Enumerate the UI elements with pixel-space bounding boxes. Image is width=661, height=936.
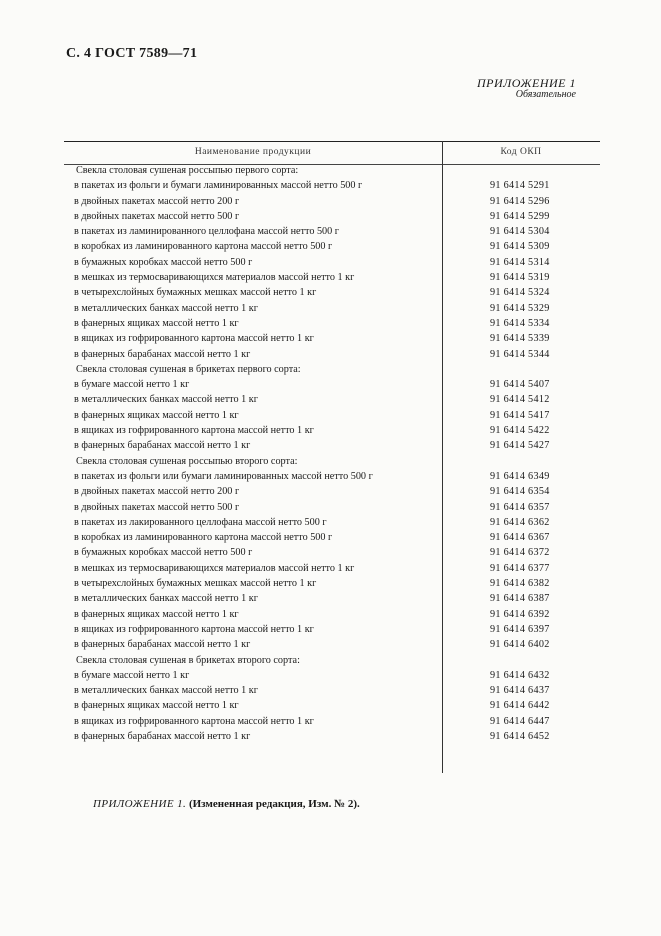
row-code: 91 6414 6442 [490,700,550,712]
row-code: 91 6414 5304 [490,226,550,238]
row-code: 91 6414 6357 [490,501,550,513]
row-code: 91 6414 5334 [490,317,550,329]
row-code: 91 6414 6452 [490,730,550,742]
table-row [64,303,600,318]
table-row [64,685,600,700]
row-code: 91 6414 6354 [490,486,550,498]
table-row [64,502,600,517]
table-row [64,440,600,455]
row-name: в фанерных ящиках массой нетто 1 кг [74,608,239,620]
table-row [64,593,600,608]
table-row [64,211,600,226]
row-name: в бумажных коробках массой нетто 500 г [74,547,253,559]
row-name: в пакетах из лакированного целлофана массой нетто 500 г [74,516,327,528]
row-name: в фанерных барабанах массой нетто 1 кг [74,440,251,452]
row-name: в ящиках из гофрированного картона массой нетто 1 кг [74,425,314,437]
row-name: в металлических банках массой нетто 1 кг [74,685,258,697]
column-header-code: Код ОКП [500,147,542,157]
row-name: в бумаге массой нетто 1 кг [74,669,190,681]
table-row [64,379,600,394]
footnote [93,798,360,810]
row-code: 91 6414 5329 [490,302,550,314]
table-row [64,731,600,746]
table-row [64,287,600,302]
row-name: в фанерных ящиках массой нетто 1 кг [74,317,239,329]
row-name: в фанерных барабанах массой нетто 1 кг [74,639,251,651]
row-name: в металлических банках массой нетто 1 кг [74,302,258,314]
table-section-row [64,456,600,471]
table-row [64,196,600,211]
row-code: 91 6414 6367 [490,532,550,544]
row-code: 91 6414 6362 [490,516,550,528]
row-name: в двойных пакетах массой нетто 200 г [74,195,240,207]
row-code: 91 6414 5339 [490,333,550,345]
table-row [64,639,600,654]
row-code: 91 6414 5314 [490,256,550,268]
table-header [64,141,600,165]
table-row [64,318,600,333]
table-row [64,532,600,547]
appendix-title: ПРИЛОЖЕНИЕ 1 [477,76,576,90]
row-name: в ящиках из гофрированного картона массой нетто 1 кг [74,715,314,727]
appendix-status: Обязательное [515,89,576,100]
row-name: в ящиках из гофрированного картона массой нетто 1 кг [74,333,314,345]
table-row [64,180,600,195]
row-name: Свекла столовая сушеная в брикетах первого сорта: [76,363,301,375]
table-row [64,700,600,715]
table-row [64,241,600,256]
table-section-row [64,165,600,180]
column-header-name: Наименование продукции [194,147,312,157]
table-row [64,609,600,624]
row-code: 91 6414 5422 [490,425,550,437]
page-header: С. 4 ГОСТ 7589—71 [66,46,198,61]
row-code: 91 6414 5427 [490,440,550,452]
row-code: 91 6414 6437 [490,685,550,697]
row-name: в бумажных коробках массой нетто 500 г [74,256,253,268]
table-row [64,670,600,685]
row-code: 91 6414 5296 [490,195,550,207]
row-code: 91 6414 6349 [490,470,550,482]
row-name: Свекла столовая сушеная россыпью первого сорта: [76,165,299,176]
row-code: 91 6414 5407 [490,379,550,391]
row-code: 91 6414 5412 [490,394,550,406]
row-name: в двойных пакетах массой нетто 500 г [74,210,240,222]
table-row [64,272,600,287]
table-row [64,425,600,440]
row-name: в четырехслойных бумажных мешках массой нетто 1 кг [74,578,317,590]
row-name: в мешках из термосваривающихся материалов массой нетто 1 кг [74,272,355,284]
table-section-row [64,364,600,379]
table-row [64,226,600,241]
row-code: 91 6414 6402 [490,639,550,651]
row-code: 91 6414 5417 [490,409,550,421]
table-row [64,333,600,348]
row-name: в фанерных ящиках массой нетто 1 кг [74,409,239,421]
row-name: в коробках из ламинированного картона массой нетто 500 г [74,532,333,544]
row-code: 91 6414 6387 [490,593,550,605]
row-code: 91 6414 5344 [490,348,550,360]
row-code: 91 6414 5324 [490,287,550,299]
row-name: в коробках из ламинированного картона массой нетто 500 г [74,241,333,253]
table-row [64,349,600,364]
table-row [64,716,600,731]
row-name: в пакетах из фольги и бумаги ламинированных массой нетто 500 г [74,180,363,192]
row-name: в фанерных барабанах массой нетто 1 кг [74,730,251,742]
row-code: 91 6414 5299 [490,210,550,222]
table-row [64,486,600,501]
row-name: Свекла столовая сушеная в брикетах второго сорта: [76,654,300,666]
row-name: в двойных пакетах массой нетто 200 г [74,486,240,498]
row-code: 91 6414 5291 [490,180,550,192]
row-name: в металлических банках массой нетто 1 кг [74,593,258,605]
row-code: 91 6414 6377 [490,562,550,574]
row-name: в мешках из термосваривающихся материалов массой нетто 1 кг [74,562,355,574]
row-name: в двойных пакетах массой нетто 500 г [74,501,240,513]
row-code: 91 6414 6397 [490,623,550,635]
row-name: в металлических банках массой нетто 1 кг [74,394,258,406]
row-name: Свекла столовая сушеная россыпью второго сорта: [76,455,298,467]
table-row [64,257,600,272]
table-row [64,410,600,425]
row-code: 91 6414 5319 [490,272,550,284]
row-name: в ящиках из гофрированного картона массой нетто 1 кг [74,623,314,635]
row-name: в бумаге массой нетто 1 кг [74,379,190,391]
footnote-text: (Измененная редакция, Изм. № 2). [188,798,360,810]
table-row [64,394,600,409]
product-code-table [64,141,600,165]
table-row [64,624,600,639]
table-row [64,471,600,486]
footnote-ref: ПРИЛОЖЕНИЕ 1. [93,798,187,810]
row-code: 91 6414 6447 [490,715,550,727]
row-name: в фанерных ящиках массой нетто 1 кг [74,700,239,712]
table-body [64,165,600,746]
row-name: в пакетах из фольги или бумаги ламинированных массой нетто 500 г [74,470,373,482]
table-row [64,517,600,532]
row-code: 91 6414 6432 [490,669,550,681]
table-row [64,578,600,593]
row-name: в фанерных барабанах массой нетто 1 кг [74,348,251,360]
table-row [64,563,600,578]
table-section-row [64,655,600,670]
row-code: 91 6414 6392 [490,608,550,620]
row-name: в пакетах из ламинированного целлофана массой нетто 500 г [74,226,339,238]
row-code: 91 6414 6372 [490,547,550,559]
row-name: в четырехслойных бумажных мешках массой нетто 1 кг [74,287,317,299]
row-code: 91 6414 5309 [490,241,550,253]
row-code: 91 6414 6382 [490,578,550,590]
table-row [64,547,600,562]
